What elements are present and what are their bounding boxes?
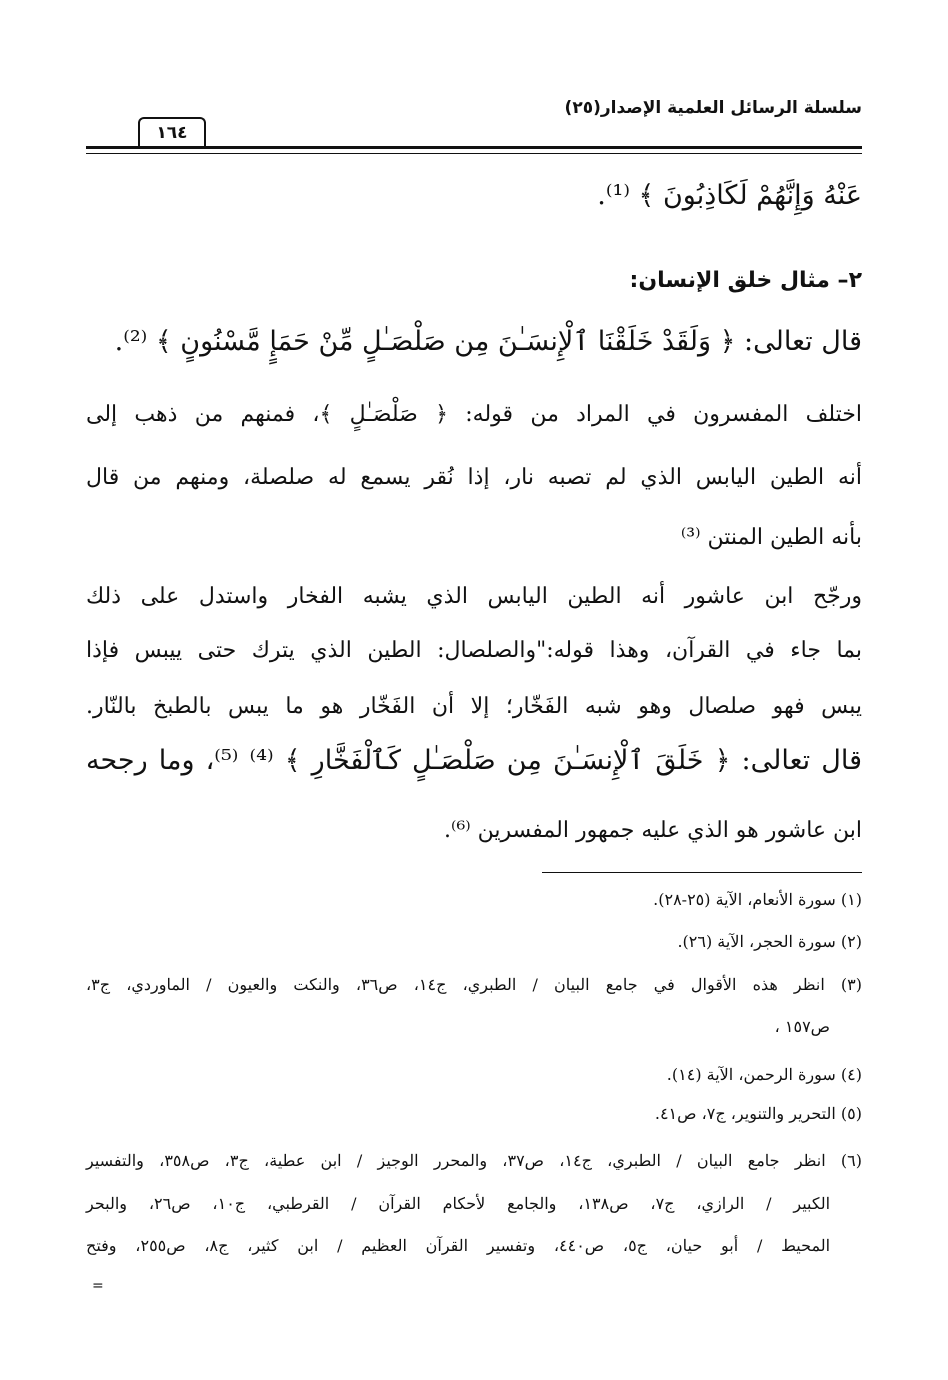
footnote-continuation-mark: = [92, 1278, 104, 1294]
section-heading: ٢– مثال خلق الإنسان: [629, 268, 862, 293]
paragraph-line: ورجّح ابن عاشور أنه الطين اليابس الذي يشبه الفخار واستدل على ذلك [86, 584, 862, 609]
verse-ending-line: عَنْهُ وَإِنَّهُمْ لَكَاذِبُونَ ﴾ ⁽¹⁾. [597, 180, 862, 211]
page-number: ١٦٤ [138, 117, 206, 147]
header-rule-thin [86, 153, 862, 154]
footnote: الكبير / الرازي، ج٧، ص١٣٨، والجامع لأحكام القرآن / القرطبي، ج١٠، ص٢٦، والبحر [86, 1194, 831, 1213]
series-title: سلسلة الرسائل العلمية الإصدار(٢٥) [564, 98, 862, 118]
footnote: (٥) التحرير والتنوير، ج٧، ص٤١. [654, 1104, 862, 1123]
footnote: ص١٥٧ ، [774, 1017, 830, 1036]
footnote: (٦) انظر جامع البيان / الطبري، ج١٤، ص٣٧، والمحرر الوجيز / ابن عطية، ج٣، ص٣٥٨، والتفسير [86, 1151, 863, 1170]
footnote-separator [542, 872, 862, 873]
footnote: المحيط / أبو حيان، ج٥، ص٤٤٠، وتفسير القرآن العظيم / ابن كثير، ج٨، ص٢٥٥، وفتح [86, 1236, 831, 1255]
paragraph-line: اختلف المفسرون في المراد من قوله: ﴿ صَلْصَـٰلٍ ﴾، فمنهم من ذهب إلى [86, 402, 862, 427]
footnote: (٢) سورة الحجر، الآية (٢٦). [677, 932, 862, 951]
footnote: (٣) انظر هذه الأقوال في جامع البيان / الطبري، ج١٤، ص٣٦، والنكت والعيون / الماوردي، ج٣، [86, 975, 862, 994]
paragraph-line: ابن عاشور هو الذي عليه جمهور المفسرين ⁽⁶⁾. [444, 818, 862, 843]
quran-quote-line: قال تعالى: ﴿ وَلَقَدْ خَلَقْنَا ٱلْإِنسَـٰنَ مِن صَلْصَـٰلٍ مِّنْ حَمَإٍ مَّسْنُونٍ ﴾ ⁽²⁾. [114, 326, 862, 357]
header-rule-thick [86, 146, 862, 149]
footnote: (٤) سورة الرحمن، الآية (١٤). [666, 1065, 862, 1084]
paragraph-line: يبس فهو صلصال وهو شبه الفَخّار؛ إلا أن الفَخّار هو ما يبس بالطبخ بالنّار. [86, 694, 862, 719]
paragraph-line: قال تعالى: ﴿ خَلَقَ ٱلْإِنسَـٰنَ مِن صَلْصَـٰلٍ كَٱلْفَخَّارِ ﴾ ⁽⁴⁾ ⁽⁵⁾، وما رجحه [86, 745, 862, 776]
footnote: (١) سورة الأنعام، الآية (٢٥-٢٨). [653, 890, 862, 909]
paragraph-line: بأنه الطين المنتن ⁽³⁾ [680, 525, 862, 550]
paragraph-line: أنه الطين اليابس الذي لم تصبه نار، إذا نُقر يسمع له صلصلة، ومنهم من قال [86, 465, 862, 490]
paragraph-line: بما جاء في القرآن، وهذا قوله:"والصلصال: الطين الذي يترك حتى ييبس فإذا [86, 638, 862, 663]
